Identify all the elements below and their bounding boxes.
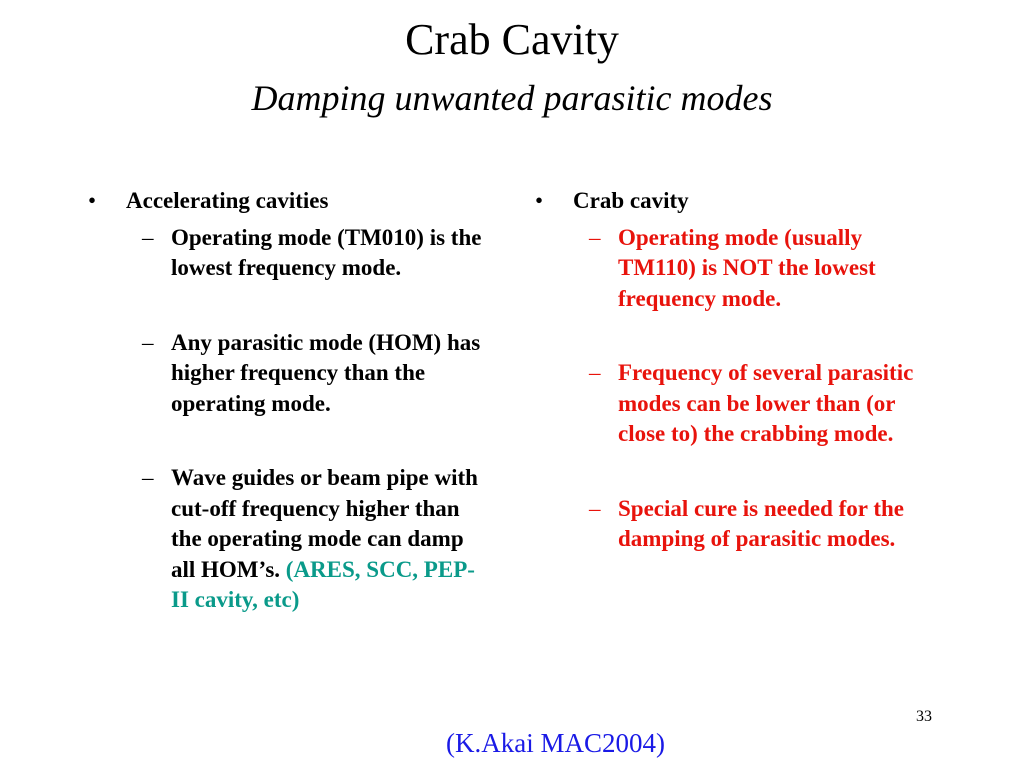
slide-subtitle: Damping unwanted parasitic modes	[251, 78, 773, 118]
right-bullet	[535, 186, 955, 217]
left-sub-item-1	[88, 223, 491, 284]
left-sub-item-text: Wave guides or beam pipe with cut-off frequency higher than the operating mode can damp all HOM’s.	[171, 465, 478, 582]
right-sub-item-3	[535, 494, 938, 555]
left-sub-item-3	[88, 463, 491, 616]
right-sub-item-1	[535, 223, 938, 315]
left-sub-item-text: Operating mode (TM010) is the lowest frequency mode.	[171, 224, 482, 280]
left-sub-item-text: Any parasitic mode (HOM) has higher frequency than the operating mode.	[171, 329, 481, 416]
right-bullet-heading: Crab cavity	[573, 188, 689, 213]
right-sub-list	[535, 223, 955, 555]
bullet-icon: •	[88, 188, 97, 213]
dash-icon: –	[589, 360, 601, 385]
left-bullet-heading: Accelerating cavities	[126, 188, 329, 213]
dash-icon: –	[142, 465, 154, 490]
left-sub-list	[88, 223, 508, 616]
right-sub-item-text: Operating mode (usually TM110) is NOT the lowest frequency mode.	[618, 224, 876, 311]
dash-icon: –	[142, 224, 154, 250]
dash-icon: –	[142, 329, 154, 355]
page-number: 33	[916, 708, 932, 725]
right-sub-item-text: Frequency of several parasitic modes can be lower than (or close to) the crabbing mode.	[618, 360, 914, 446]
left-bullet	[88, 186, 508, 217]
left-sub-item-2	[88, 328, 491, 420]
bullet-icon: •	[535, 188, 544, 213]
right-sub-item-2	[535, 358, 938, 450]
cavity-examples-highlight: (ARES, SCC, PEP-II cavity, etc)	[171, 556, 475, 612]
slide-title: Crab Cavity	[405, 15, 619, 64]
dash-icon: –	[589, 495, 601, 521]
dash-icon: –	[589, 224, 601, 250]
right-sub-item-text: Special cure is needed for the damping of parasitic modes.	[618, 495, 904, 551]
left-column	[88, 186, 508, 616]
right-column	[535, 186, 955, 555]
citation: (K.Akai MAC2004)	[446, 728, 665, 758]
